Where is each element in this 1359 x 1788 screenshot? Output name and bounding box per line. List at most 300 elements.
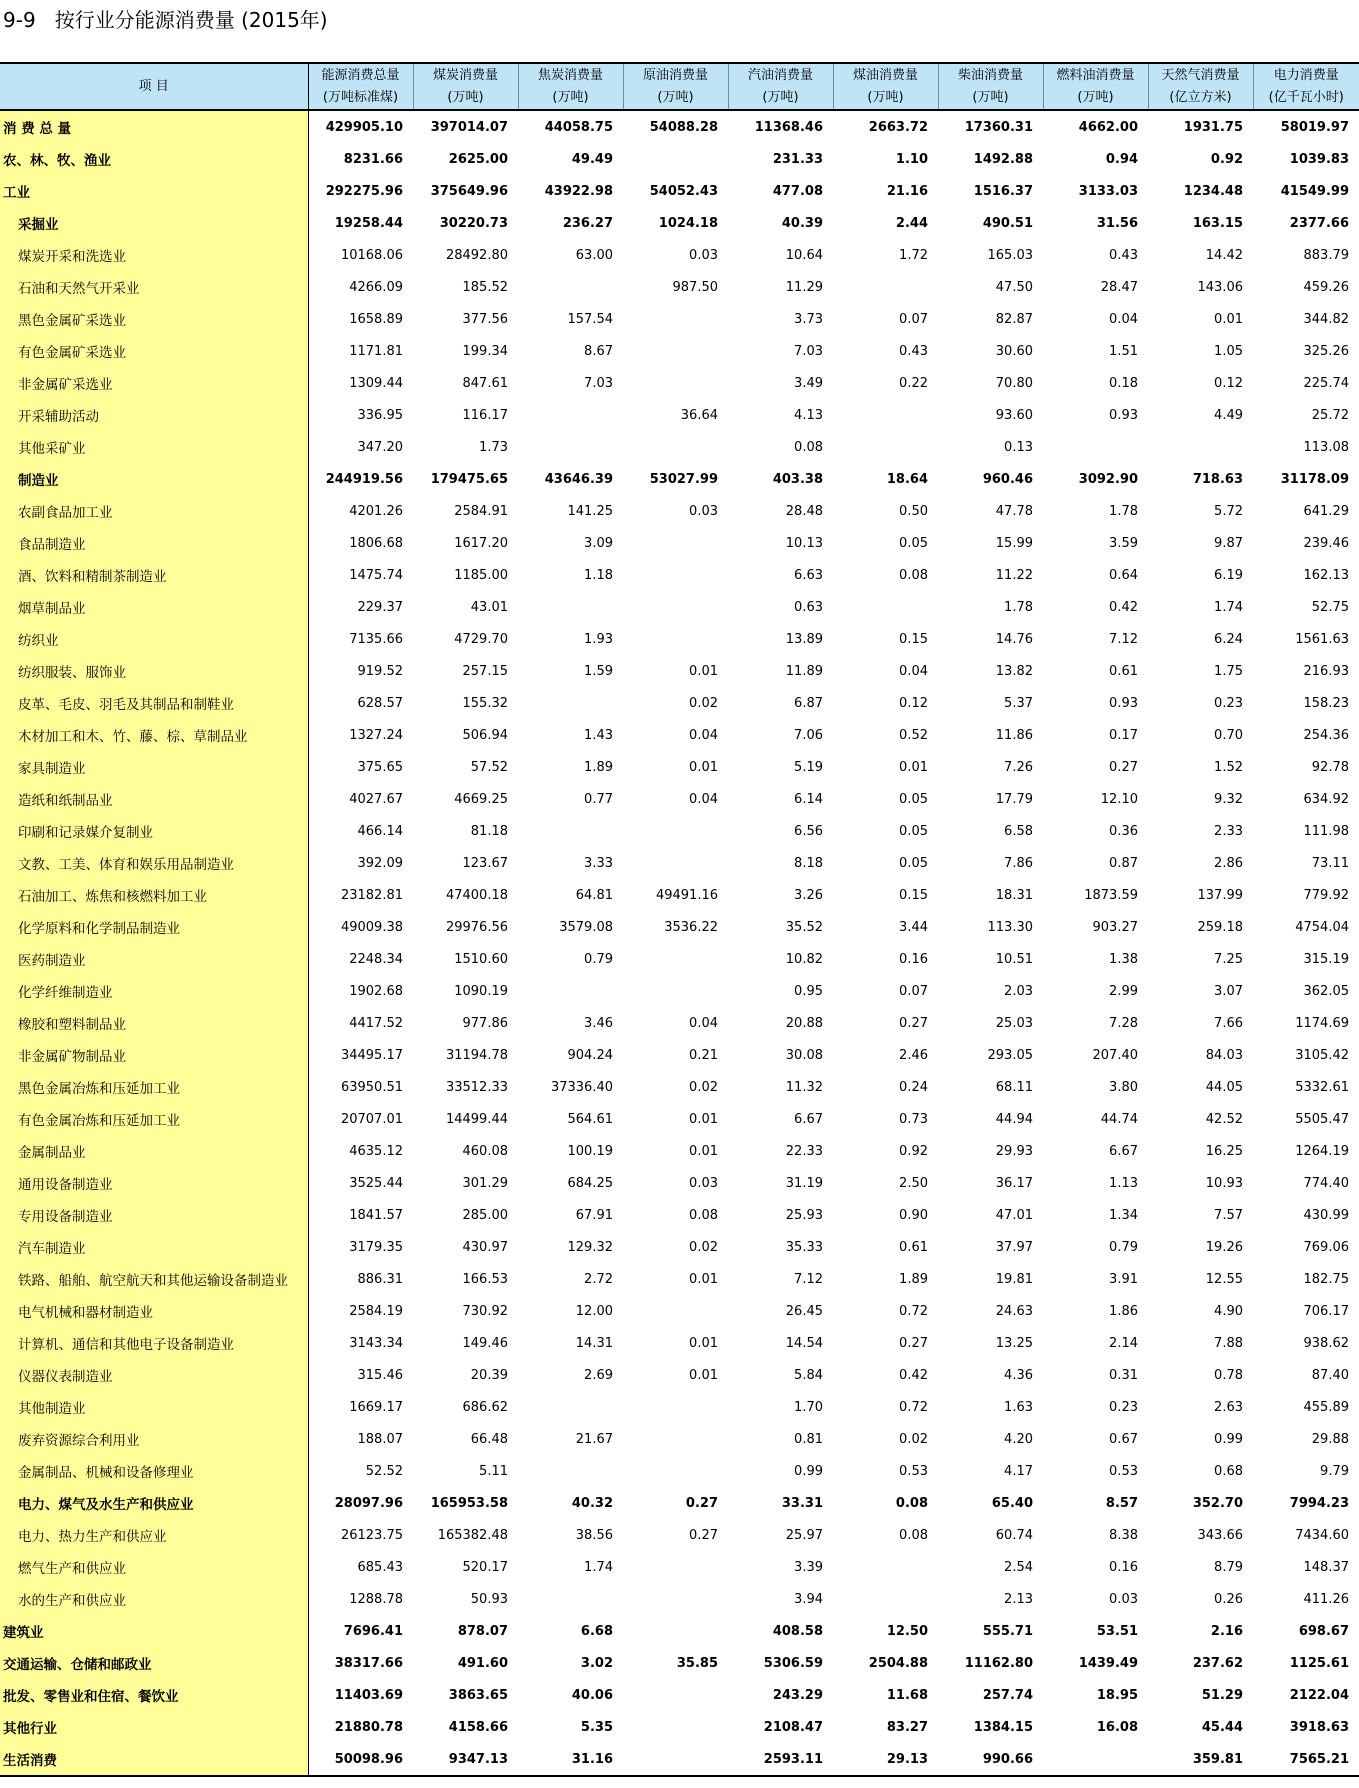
table-row bbox=[0, 751, 1359, 783]
column-header-name: 煤油消费量 bbox=[852, 67, 918, 83]
table-cell: 2.44 bbox=[895, 215, 928, 231]
row-label: 石油和天然气开采业 bbox=[0, 271, 308, 303]
table-cell: 2.16 bbox=[1210, 1623, 1243, 1639]
table-cell: 2.99 bbox=[1109, 983, 1138, 999]
table-cell bbox=[623, 1743, 728, 1776]
table-cell: 20707.01 bbox=[340, 1111, 403, 1127]
row-label: 批发、零售业和住宿、餐饮业 bbox=[0, 1679, 308, 1711]
table-cell: 1902.68 bbox=[349, 983, 403, 999]
table-row bbox=[0, 1711, 1359, 1743]
table-cell: 38317.66 bbox=[334, 1655, 403, 1671]
page-title: 9-9 按行业分能源消费量 (2015年) bbox=[3, 8, 328, 32]
table-cell: 50098.96 bbox=[308, 1743, 413, 1776]
table-cell: 903.27 bbox=[1092, 919, 1138, 935]
table-cell: 229.37 bbox=[357, 599, 403, 615]
table-cell: 216.93 bbox=[1303, 663, 1349, 679]
table-cell: 21.16 bbox=[886, 183, 928, 199]
table-cell: 3.39 bbox=[794, 1559, 823, 1575]
table-cell: 4266.09 bbox=[349, 279, 403, 295]
table-cell: 7.66 bbox=[1214, 1015, 1243, 1031]
table-cell: 7565.21 bbox=[1253, 1743, 1359, 1776]
table-cell bbox=[623, 335, 728, 367]
row-label: 煤炭开采和洗选业 bbox=[0, 239, 308, 271]
table-cell: 7.28 bbox=[1109, 1015, 1138, 1031]
table-cell: 11.29 bbox=[785, 279, 823, 295]
table-cell: 30.08 bbox=[785, 1047, 823, 1063]
table-cell: 0.68 bbox=[1214, 1463, 1243, 1479]
table-cell: 2.69 bbox=[584, 1367, 613, 1383]
table-cell bbox=[833, 271, 938, 303]
table-cell: 166.53 bbox=[462, 1271, 508, 1287]
row-label: 农副食品加工业 bbox=[0, 495, 308, 527]
table-cell: 3092.90 bbox=[1078, 471, 1138, 487]
table-cell: 16.25 bbox=[1205, 1143, 1243, 1159]
column-header-name: 原油消费量 bbox=[642, 67, 708, 83]
table-cell: 0.43 bbox=[899, 343, 928, 359]
table-row bbox=[0, 687, 1359, 719]
table-cell: 0.90 bbox=[899, 1207, 928, 1223]
table-cell: 0.23 bbox=[1214, 695, 1243, 711]
row-label: 汽车制造业 bbox=[0, 1231, 308, 1263]
table-cell bbox=[1148, 431, 1253, 463]
table-cell: 0.72 bbox=[899, 1303, 928, 1319]
table-cell: 141.25 bbox=[567, 503, 613, 519]
table-cell: 4.20 bbox=[1004, 1431, 1033, 1447]
table-cell: 5.19 bbox=[794, 759, 823, 775]
table-cell: 0.08 bbox=[895, 1495, 928, 1511]
table-cell: 38.56 bbox=[575, 1527, 613, 1543]
table-cell: 53027.99 bbox=[649, 471, 718, 487]
table-cell bbox=[623, 623, 728, 655]
table-cell: 14499.44 bbox=[445, 1111, 508, 1127]
table-cell: 7.88 bbox=[1214, 1335, 1243, 1351]
row-label: 烟草制品业 bbox=[0, 591, 308, 623]
table-cell: 17360.31 bbox=[964, 119, 1033, 135]
table-cell: 0.53 bbox=[899, 1463, 928, 1479]
table-cell: 1617.20 bbox=[454, 535, 508, 551]
table-row bbox=[0, 783, 1359, 815]
table-cell: 960.46 bbox=[982, 471, 1033, 487]
table-cell: 1.51 bbox=[1109, 343, 1138, 359]
table-cell: 0.93 bbox=[1109, 407, 1138, 423]
table-cell: 0.81 bbox=[794, 1431, 823, 1447]
table-cell: 10.13 bbox=[785, 535, 823, 551]
table-cell: 0.02 bbox=[689, 695, 718, 711]
table-cell: 81.18 bbox=[470, 823, 508, 839]
table-cell: 0.36 bbox=[1109, 823, 1138, 839]
table-cell: 0.94 bbox=[1105, 151, 1138, 167]
column-header-unit: (万吨) bbox=[867, 89, 904, 105]
table-cell: 50.93 bbox=[470, 1591, 508, 1607]
table-cell: 30220.73 bbox=[439, 215, 508, 231]
table-cell: 506.94 bbox=[462, 727, 508, 743]
table-cell: 20.88 bbox=[785, 1015, 823, 1031]
table-cell: 92.78 bbox=[1311, 759, 1349, 775]
table-cell bbox=[623, 367, 728, 399]
table-cell: 1.74 bbox=[584, 1559, 613, 1575]
table-cell: 1492.88 bbox=[973, 151, 1033, 167]
table-cell: 3143.34 bbox=[349, 1335, 403, 1351]
table-cell: 26.45 bbox=[785, 1303, 823, 1319]
table-cell: 3579.08 bbox=[559, 919, 613, 935]
table-cell: 1.74 bbox=[1214, 599, 1243, 615]
table-cell: 7.57 bbox=[1214, 1207, 1243, 1223]
table-cell: 12.55 bbox=[1205, 1271, 1243, 1287]
table-cell: 0.01 bbox=[899, 759, 928, 775]
table-cell: 6.67 bbox=[794, 1111, 823, 1127]
table-cell: 315.46 bbox=[357, 1367, 403, 1383]
table-cell: 53.51 bbox=[1096, 1623, 1138, 1639]
table-cell: 359.81 bbox=[1148, 1743, 1253, 1776]
table-cell: 11.32 bbox=[785, 1079, 823, 1095]
table-row bbox=[0, 719, 1359, 751]
table-cell: 25.93 bbox=[785, 1207, 823, 1223]
table-cell: 352.70 bbox=[1192, 1495, 1243, 1511]
table-cell: 254.36 bbox=[1303, 727, 1349, 743]
table-row bbox=[0, 943, 1359, 975]
table-row bbox=[0, 367, 1359, 399]
table-cell: 5.35 bbox=[580, 1719, 613, 1735]
table-cell: 0.92 bbox=[1210, 151, 1243, 167]
table-cell: 1658.89 bbox=[349, 311, 403, 327]
table-cell: 987.50 bbox=[672, 279, 718, 295]
column-header-unit: (亿千瓦小时) bbox=[1268, 89, 1344, 105]
table-cell: 466.14 bbox=[357, 823, 403, 839]
table-cell bbox=[623, 591, 728, 623]
table-row bbox=[0, 1231, 1359, 1263]
table-cell: 397014.07 bbox=[430, 119, 508, 135]
table-cell bbox=[518, 1583, 623, 1615]
table-cell: 7696.41 bbox=[343, 1623, 403, 1639]
row-label: 其他行业 bbox=[0, 1711, 308, 1743]
table-cell: 1.59 bbox=[584, 663, 613, 679]
table-cell: 847.61 bbox=[462, 375, 508, 391]
table-cell: 0.23 bbox=[1109, 1399, 1138, 1415]
table-cell: 2.03 bbox=[1004, 983, 1033, 999]
table-cell: 0.08 bbox=[899, 567, 928, 583]
table-cell: 1439.49 bbox=[1078, 1655, 1138, 1671]
table-cell: 7.25 bbox=[1214, 951, 1243, 967]
table-row bbox=[0, 399, 1359, 431]
table-cell: 491.60 bbox=[457, 1655, 508, 1671]
table-cell: 40.32 bbox=[571, 1495, 613, 1511]
column-header bbox=[1043, 63, 1148, 110]
table-cell: 886.31 bbox=[357, 1271, 403, 1287]
table-cell: 455.89 bbox=[1303, 1399, 1349, 1415]
table-cell: 3.80 bbox=[1109, 1079, 1138, 1095]
table-row bbox=[0, 1135, 1359, 1167]
column-header-name: 焦炭消费量 bbox=[537, 67, 603, 83]
table-cell: 293.05 bbox=[987, 1047, 1033, 1063]
table-cell: 49009.38 bbox=[340, 919, 403, 935]
table-row bbox=[0, 1199, 1359, 1231]
table-cell: 2584.91 bbox=[454, 503, 508, 519]
table-cell: 13.82 bbox=[995, 663, 1033, 679]
row-label: 仪器仪表制造业 bbox=[0, 1359, 308, 1391]
table-row bbox=[0, 175, 1359, 207]
table-cell: 4754.04 bbox=[1295, 919, 1349, 935]
table-cell: 43922.98 bbox=[544, 183, 613, 199]
table-cell: 8.38 bbox=[1109, 1527, 1138, 1543]
table-cell: 0.04 bbox=[1109, 311, 1138, 327]
table-cell bbox=[518, 431, 623, 463]
table-cell: 292275.96 bbox=[325, 183, 403, 199]
table-cell: 2504.88 bbox=[868, 1655, 928, 1671]
table-cell: 11403.69 bbox=[334, 1687, 403, 1703]
table-cell: 1.78 bbox=[1109, 503, 1138, 519]
table-cell: 49.49 bbox=[571, 151, 613, 167]
table-cell: 2593.11 bbox=[728, 1743, 833, 1776]
table-cell: 0.95 bbox=[794, 983, 823, 999]
table-cell: 137.99 bbox=[1197, 887, 1243, 903]
table-cell: 11.22 bbox=[995, 567, 1033, 583]
column-header-item: 项 目 bbox=[0, 63, 308, 110]
table-cell: 555.71 bbox=[982, 1623, 1033, 1639]
table-cell: 1264.19 bbox=[1295, 1143, 1349, 1159]
table-cell: 2.46 bbox=[899, 1047, 928, 1063]
row-label: 电气机械和器材制造业 bbox=[0, 1295, 308, 1327]
table-cell: 1516.37 bbox=[973, 183, 1033, 199]
table-cell: 706.17 bbox=[1303, 1303, 1349, 1319]
table-cell: 7.12 bbox=[794, 1271, 823, 1287]
table-cell: 3.02 bbox=[580, 1655, 613, 1671]
column-header-name: 电力消费量 bbox=[1273, 67, 1339, 83]
table-cell: 0.15 bbox=[899, 631, 928, 647]
table-cell: 0.64 bbox=[1109, 567, 1138, 583]
table-cell: 0.79 bbox=[584, 951, 613, 967]
row-label: 纺织服装、服饰业 bbox=[0, 655, 308, 687]
table-cell: 54052.43 bbox=[649, 183, 718, 199]
table-cell bbox=[623, 1295, 728, 1327]
table-cell: 0.77 bbox=[584, 791, 613, 807]
table-cell: 21880.78 bbox=[334, 1719, 403, 1735]
table-row bbox=[0, 623, 1359, 655]
table-cell: 44.05 bbox=[1205, 1079, 1243, 1095]
table-cell: 1.72 bbox=[899, 247, 928, 263]
table-cell: 730.92 bbox=[462, 1303, 508, 1319]
table-cell: 343.66 bbox=[1197, 1527, 1243, 1543]
table-cell: 10168.06 bbox=[340, 247, 403, 263]
table-cell: 54088.28 bbox=[649, 119, 718, 135]
table-cell: 143.06 bbox=[1197, 279, 1243, 295]
table-row bbox=[0, 239, 1359, 271]
table-row bbox=[0, 431, 1359, 463]
table-cell: 163.15 bbox=[1192, 215, 1243, 231]
row-label: 石油加工、炼焦和核燃料加工业 bbox=[0, 879, 308, 911]
column-header-unit: (万吨) bbox=[1077, 89, 1114, 105]
table-cell: 774.40 bbox=[1303, 1175, 1349, 1191]
table-cell: 3.26 bbox=[794, 887, 823, 903]
table-cell: 0.02 bbox=[899, 1431, 928, 1447]
table-cell: 878.07 bbox=[457, 1623, 508, 1639]
table-cell: 5.11 bbox=[479, 1463, 508, 1479]
row-label: 消 费 总 量 bbox=[0, 110, 308, 143]
table-cell: 0.03 bbox=[1109, 1591, 1138, 1607]
table-cell bbox=[623, 975, 728, 1007]
table-cell: 0.50 bbox=[899, 503, 928, 519]
table-cell: 21.67 bbox=[575, 1431, 613, 1447]
table-cell: 0.08 bbox=[899, 1527, 928, 1543]
table-cell: 165953.58 bbox=[430, 1495, 508, 1511]
table-cell: 0.04 bbox=[899, 663, 928, 679]
table-cell: 2.72 bbox=[584, 1271, 613, 1287]
table-cell bbox=[623, 1551, 728, 1583]
table-cell: 2.50 bbox=[899, 1175, 928, 1191]
table-cell: 20.39 bbox=[470, 1367, 508, 1383]
table-cell: 1185.00 bbox=[454, 567, 508, 583]
table-cell: 7.86 bbox=[1004, 855, 1033, 871]
table-cell: 14.54 bbox=[785, 1335, 823, 1351]
table-cell: 883.79 bbox=[1303, 247, 1349, 263]
table-cell: 1.89 bbox=[584, 759, 613, 775]
table-cell: 33512.33 bbox=[445, 1079, 508, 1095]
table-cell: 24.63 bbox=[995, 1303, 1033, 1319]
table-cell: 392.09 bbox=[357, 855, 403, 871]
table-cell: 5.84 bbox=[794, 1367, 823, 1383]
table-cell: 243.29 bbox=[772, 1687, 823, 1703]
table-cell: 29.88 bbox=[1311, 1431, 1349, 1447]
table-cell: 18.31 bbox=[995, 887, 1033, 903]
table-cell: 29.93 bbox=[995, 1143, 1033, 1159]
table-cell: 30.60 bbox=[995, 343, 1033, 359]
table-cell bbox=[623, 1615, 728, 1647]
table-cell: 684.25 bbox=[567, 1175, 613, 1191]
table-row bbox=[0, 1679, 1359, 1711]
table-cell: 15.99 bbox=[995, 535, 1033, 551]
table-row bbox=[0, 110, 1359, 143]
table-cell: 4.49 bbox=[1214, 407, 1243, 423]
row-label: 金属制品业 bbox=[0, 1135, 308, 1167]
table-cell: 116.17 bbox=[462, 407, 508, 423]
table-cell: 977.86 bbox=[462, 1015, 508, 1031]
table-cell: 8.67 bbox=[584, 343, 613, 359]
energy-consumption-table bbox=[0, 62, 1359, 1777]
row-label: 废弃资源综合利用业 bbox=[0, 1423, 308, 1455]
column-header bbox=[728, 63, 833, 110]
table-cell: 0.61 bbox=[899, 1239, 928, 1255]
table-cell: 148.37 bbox=[1303, 1559, 1349, 1575]
table-cell: 1384.15 bbox=[973, 1719, 1033, 1735]
row-label: 酒、饮料和精制茶制造业 bbox=[0, 559, 308, 591]
row-label: 医药制造业 bbox=[0, 943, 308, 975]
table-row bbox=[0, 1295, 1359, 1327]
table-cell: 4.13 bbox=[794, 407, 823, 423]
table-row bbox=[0, 527, 1359, 559]
table-cell: 0.01 bbox=[1214, 311, 1243, 327]
table-cell: 29.13 bbox=[833, 1743, 938, 1776]
table-cell bbox=[518, 1455, 623, 1487]
table-cell: 3918.63 bbox=[1289, 1719, 1349, 1735]
table-cell: 28.47 bbox=[1100, 279, 1138, 295]
table-cell: 70.80 bbox=[995, 375, 1033, 391]
table-cell: 411.26 bbox=[1303, 1591, 1349, 1607]
row-label: 建筑业 bbox=[0, 1615, 308, 1647]
table-cell: 1.93 bbox=[584, 631, 613, 647]
table-cell: 0.27 bbox=[685, 1495, 718, 1511]
table-cell: 8.79 bbox=[1214, 1559, 1243, 1575]
table-cell: 162.13 bbox=[1303, 567, 1349, 583]
table-cell: 0.42 bbox=[899, 1367, 928, 1383]
table-cell: 165382.48 bbox=[437, 1527, 508, 1543]
table-cell: 3.09 bbox=[584, 535, 613, 551]
table-cell: 1561.63 bbox=[1295, 631, 1349, 647]
table-cell: 4.17 bbox=[1004, 1463, 1033, 1479]
table-cell: 14.42 bbox=[1205, 247, 1243, 263]
table-cell: 63950.51 bbox=[340, 1079, 403, 1095]
table-cell: 1171.81 bbox=[349, 343, 403, 359]
table-row bbox=[0, 335, 1359, 367]
table-row bbox=[0, 303, 1359, 335]
table-cell: 10.82 bbox=[785, 951, 823, 967]
table-cell: 1174.69 bbox=[1295, 1015, 1349, 1031]
table-cell: 0.27 bbox=[1109, 759, 1138, 775]
table-cell: 2.14 bbox=[1109, 1335, 1138, 1351]
table-cell: 33.31 bbox=[781, 1495, 823, 1511]
table-cell: 11368.46 bbox=[754, 119, 823, 135]
table-cell: 1234.48 bbox=[1183, 183, 1243, 199]
table-cell: 63.00 bbox=[575, 247, 613, 263]
table-cell: 1.89 bbox=[899, 1271, 928, 1287]
table-cell: 315.19 bbox=[1303, 951, 1349, 967]
table-cell: 3.33 bbox=[584, 855, 613, 871]
table-row bbox=[0, 495, 1359, 527]
table-cell: 4729.70 bbox=[454, 631, 508, 647]
table-cell: 0.04 bbox=[689, 1015, 718, 1031]
row-label: 橡胶和塑料制品业 bbox=[0, 1007, 308, 1039]
table-cell: 0.78 bbox=[1214, 1367, 1243, 1383]
row-label: 化学原料和化学制品制造业 bbox=[0, 911, 308, 943]
table-cell: 10.93 bbox=[1205, 1175, 1243, 1191]
table-cell: 10.51 bbox=[995, 951, 1033, 967]
table-cell: 185.52 bbox=[462, 279, 508, 295]
table-cell: 0.43 bbox=[1109, 247, 1138, 263]
table-cell: 0.27 bbox=[899, 1015, 928, 1031]
table-cell: 1.73 bbox=[479, 439, 508, 455]
table-cell bbox=[623, 303, 728, 335]
column-header bbox=[518, 63, 623, 110]
table-cell: 3525.44 bbox=[349, 1175, 403, 1191]
table-cell: 22.33 bbox=[785, 1143, 823, 1159]
table-cell: 188.07 bbox=[357, 1431, 403, 1447]
table-cell: 47.78 bbox=[995, 503, 1033, 519]
table-cell: 16.08 bbox=[1096, 1719, 1138, 1735]
table-cell: 0.27 bbox=[899, 1335, 928, 1351]
column-header-unit: (万吨) bbox=[552, 89, 589, 105]
table-cell: 1873.59 bbox=[1084, 887, 1138, 903]
table-cell: 0.73 bbox=[899, 1111, 928, 1127]
table-cell: 919.52 bbox=[357, 663, 403, 679]
table-cell: 0.63 bbox=[794, 599, 823, 615]
table-cell: 0.53 bbox=[1109, 1463, 1138, 1479]
table-cell: 0.05 bbox=[899, 791, 928, 807]
row-label: 铁路、船舶、航空航天和其他运输设备制造业 bbox=[0, 1263, 308, 1295]
row-label: 交通运输、仓储和邮政业 bbox=[0, 1647, 308, 1679]
table-row bbox=[0, 911, 1359, 943]
table-cell: 49491.16 bbox=[655, 887, 718, 903]
table-cell bbox=[833, 1551, 938, 1583]
table-cell: 19.81 bbox=[995, 1271, 1033, 1287]
table-row bbox=[0, 1391, 1359, 1423]
table-cell: 0.01 bbox=[689, 1143, 718, 1159]
table-row bbox=[0, 1039, 1359, 1071]
table-row bbox=[0, 1551, 1359, 1583]
table-cell: 31.19 bbox=[785, 1175, 823, 1191]
table-cell: 2663.72 bbox=[868, 119, 928, 135]
table-cell: 47.50 bbox=[995, 279, 1033, 295]
table-row bbox=[0, 879, 1359, 911]
table-cell: 5505.47 bbox=[1295, 1111, 1349, 1127]
table-cell bbox=[833, 1583, 938, 1615]
